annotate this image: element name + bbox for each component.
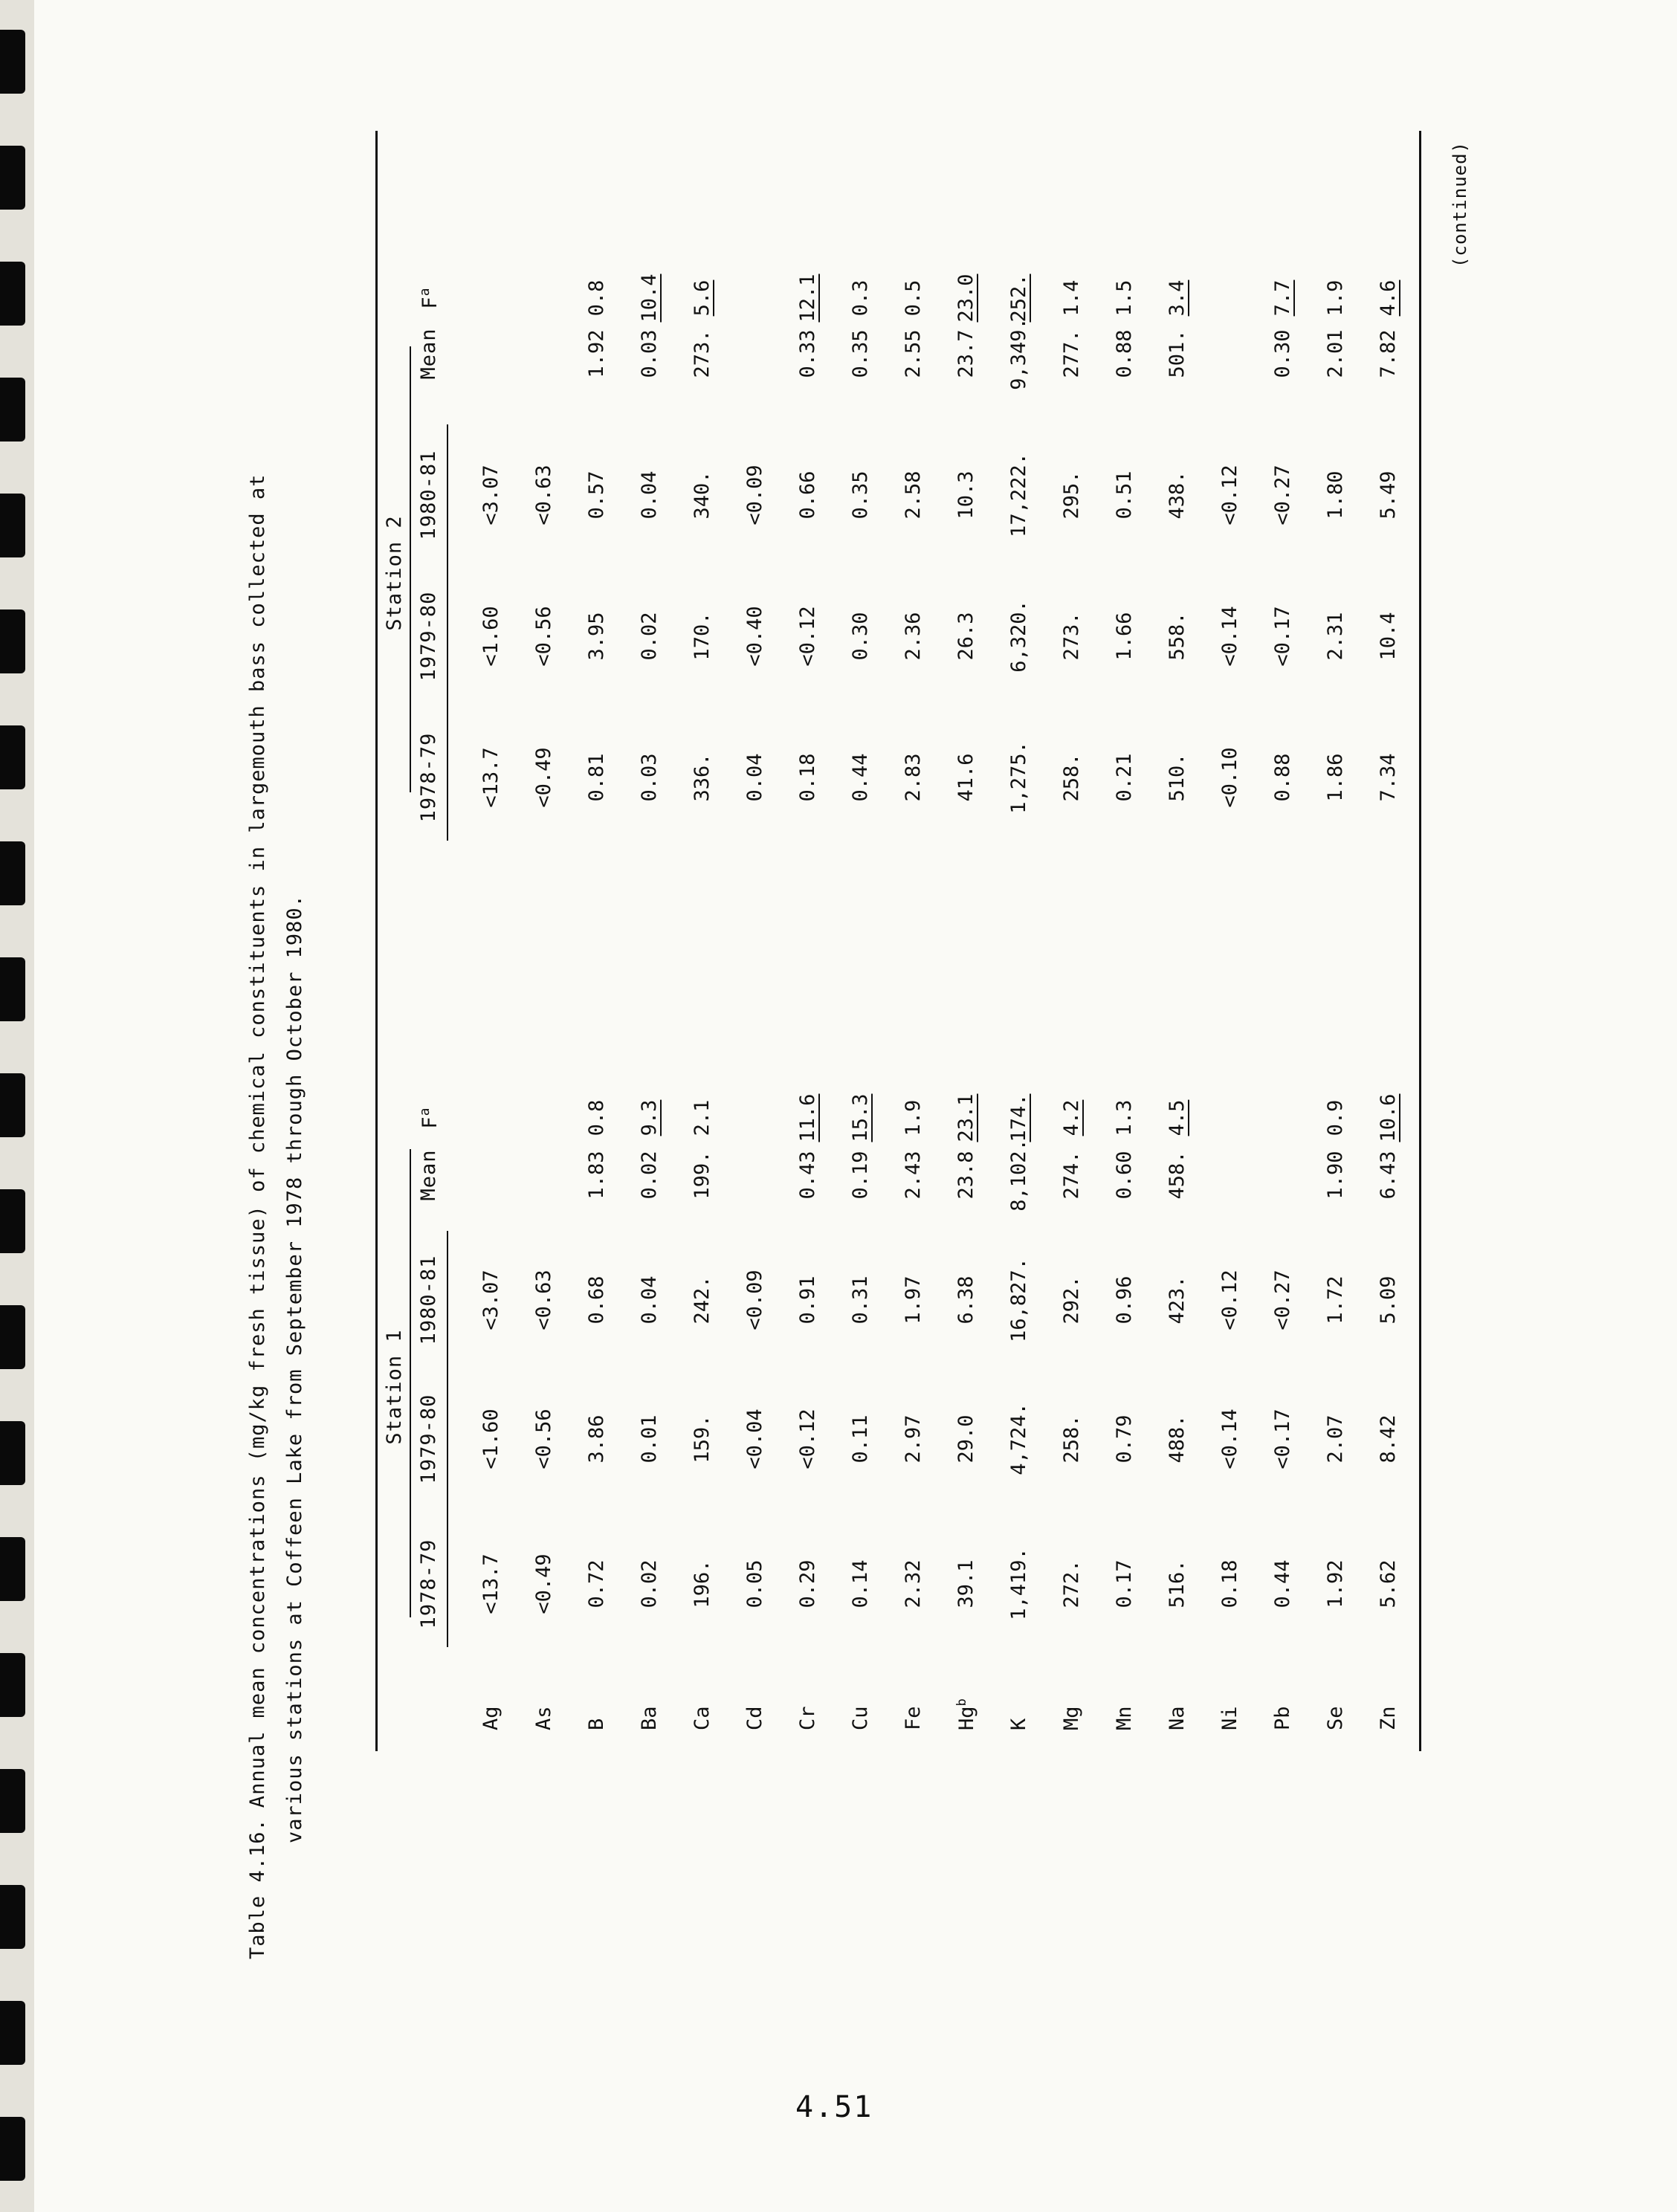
station-1-cell: 0.8 [585,1099,608,1136]
station-2-cell: 0.30 [1271,329,1294,378]
station-1-cell: 274. [1060,1151,1083,1200]
station-1-cell: 458. [1166,1151,1189,1200]
station-1-title: Station 1 [383,1329,406,1445]
station-2-header-1978-79 [417,714,440,841]
station-2-cell: <0.14 [1218,606,1241,667]
station-1-cell: 196. [691,1559,714,1608]
station-2-cell: 5.49 [1377,470,1400,520]
station-1-cell: 0.17 [1113,1559,1136,1608]
station-2-cell: 7.82 [1377,329,1400,378]
station-2-cell: 0.04 [743,753,766,802]
table-caption [239,175,314,1959]
f-footnote-marker: a [417,1107,433,1116]
station-2-cell: <1.60 [479,606,503,667]
station-1-cell: 1.97 [902,1275,925,1325]
station-1-cell: 0.91 [796,1275,819,1325]
station-2-cell: 1.86 [1324,753,1347,802]
continued-note: (continued) [1450,141,1470,268]
station-1-header-1980-81 [417,1237,440,1363]
element-symbol-text: B [585,1718,608,1730]
element-symbol-text: K [1007,1718,1030,1730]
element-symbol [849,1706,872,1730]
station-2-cell: 0.03 [638,753,661,802]
station-2-cell: <0.12 [796,606,819,667]
station-1-cell: 15.3 [849,1093,872,1142]
station-1-cell: 4,724. [1007,1403,1030,1475]
element-symbol-text: Ba [638,1706,661,1730]
station-2-cell: <0.10 [1218,747,1241,808]
station-2-cell: 510. [1166,753,1189,802]
station-1-cell: <0.27 [1271,1270,1294,1330]
table-row [1368,131,1411,1751]
station-2-cell: 3.4 [1166,279,1189,317]
table-row [1262,131,1305,1751]
element-symbol [796,1706,819,1730]
station-2-cell: 0.44 [849,753,872,802]
station-2-cell: 1.80 [1324,470,1347,520]
station-2-cell: 5.6 [691,279,714,317]
station-1-cell: 3.86 [585,1414,608,1464]
station-1-cell: 0.01 [638,1414,661,1464]
station-1-cell: 272. [1060,1559,1083,1608]
station-1-cell: <0.09 [743,1270,766,1330]
station-2-cell: <0.56 [532,606,555,667]
station-1-cell: 23.1 [954,1093,978,1142]
station-2-cell: 23.7 [954,329,978,378]
table-row [1157,131,1200,1751]
station-1-cell: 0.31 [849,1275,872,1325]
station-2-cell: 0.35 [849,470,872,520]
station-1-cell: 0.02 [638,1151,661,1200]
station-1-cell: 258. [1060,1414,1083,1464]
header-text: F [419,1116,442,1129]
station-2-cell: 41.6 [954,753,978,802]
station-1-cell: <1.60 [479,1409,503,1469]
station-1-rule [410,1149,411,1617]
station-1-cell: 2.43 [902,1151,925,1200]
station-2-cell: 501. [1166,329,1189,378]
station-1-cell: <0.04 [743,1409,766,1469]
station-2-cell: 0.33 [796,329,819,378]
table-row [840,131,883,1751]
element-symbol [638,1706,661,1730]
station-1-cell: 0.96 [1113,1275,1136,1325]
station-2-cell: 10.4 [638,274,661,323]
station-1-cell: 199. [691,1151,714,1200]
element-symbol [743,1706,766,1730]
station-2-cell: 295. [1060,470,1083,520]
station-2-cell: 7.7 [1271,279,1294,317]
station-2-cell: 6,320. [1007,600,1030,673]
table-bottom-rule [1419,131,1421,1751]
header-text: F [419,296,442,309]
station-2-cell: 17,222. [1007,453,1030,537]
station-2-cell: 2.01 [1324,329,1347,378]
station-1-years-rule [447,1231,448,1647]
station-1-cell: 0.14 [849,1559,872,1608]
station-2-cell: 340. [691,470,714,520]
station-2-cell: 1,275. [1007,741,1030,814]
station-1-cell: 11.6 [796,1093,819,1142]
station-2-cell: 2.36 [902,612,925,661]
station-2-cell: <0.17 [1271,606,1294,667]
element-symbol-text: Cr [796,1706,819,1730]
station-2-cell: 1.66 [1113,612,1136,661]
station-1-cell: 2.97 [902,1414,925,1464]
station-1-cell: 292. [1060,1275,1083,1325]
station-2-cell: 10.4 [1377,612,1400,661]
station-1-cell: 0.04 [638,1275,661,1325]
station-2-cell: 2.55 [902,329,925,378]
table-row [734,131,778,1751]
station-2-header-1980-81 [417,432,440,558]
station-1-cell: 0.9 [1324,1099,1347,1136]
station-2-cell: 2.58 [902,470,925,520]
station-2-cell: 0.8 [585,279,608,317]
data-table [375,131,1438,1751]
header-text: Mean [417,1149,440,1201]
station-2-cell: 277. [1060,329,1083,378]
station-1-cell: 9.3 [638,1099,661,1136]
table-row [893,131,936,1751]
station-2-cell: <0.12 [1218,465,1241,525]
station-1-header-1978-79 [417,1521,440,1647]
station-2-cell: 258. [1060,753,1083,802]
station-1-cell: 39.1 [954,1559,978,1608]
station-1-cell: 5.09 [1377,1275,1400,1325]
table-row [471,131,514,1751]
station-1-cell: 1.72 [1324,1275,1347,1325]
station-1-cell: 6.38 [954,1275,978,1325]
station-1-cell: 2.32 [902,1559,925,1608]
station-1-cell: 5.62 [1377,1559,1400,1608]
element-symbol [1060,1706,1083,1730]
station-1-cell: 0.19 [849,1151,872,1200]
station-2-cell: 0.5 [902,279,925,317]
element-symbol [1324,1706,1347,1730]
station-2-cell: 12.1 [796,274,819,323]
station-2-cell: 170. [691,612,714,661]
station-1-cell: 1.92 [1324,1559,1347,1608]
station-2-cell: 1.92 [585,329,608,378]
station-2-cell: 10.3 [954,470,978,520]
station-1-cell: 0.05 [743,1559,766,1608]
table-row [523,131,566,1751]
station-1-header-1979-80 [417,1376,440,1502]
station-1-cell: <0.17 [1271,1409,1294,1469]
station-1-cell: <0.12 [1218,1270,1241,1330]
station-1-cell: <0.63 [532,1270,555,1330]
element-symbol [532,1706,555,1730]
element-symbol-text: Ni [1218,1706,1241,1730]
station-2-cell: 252. [1007,274,1030,323]
station-1-cell: 8,102. [1007,1139,1030,1212]
caption-label: Table 4.16. [246,1818,269,1959]
element-symbol-text: Pb [1271,1706,1294,1730]
element-symbol-text: Na [1166,1706,1189,1730]
station-1-cell: 0.29 [796,1559,819,1608]
station-1-cell: 0.44 [1271,1559,1294,1608]
station-2-cell: 558. [1166,612,1189,661]
station-1-cell: 6.43 [1377,1151,1400,1200]
element-symbol-text: Ca [691,1706,714,1730]
station-2-header-f [417,261,442,335]
header-text: 1980-81 [417,1255,440,1345]
station-2-cell: 273. [1060,612,1083,661]
table-row [682,131,725,1751]
station-2-cell: 0.81 [585,753,608,802]
element-symbol [954,1698,978,1730]
station-2-cell: 0.51 [1113,470,1136,520]
station-2-cell: 0.57 [585,470,608,520]
station-1-cell: <0.14 [1218,1409,1241,1469]
element-symbol-text: Cd [743,1706,766,1730]
element-symbol [691,1706,714,1730]
station-2-cell: 0.04 [638,470,661,520]
station-2-cell: 336. [691,753,714,802]
page-number: 4.51 [795,2090,873,2124]
station-1-cell: 0.02 [638,1559,661,1608]
station-2-cell: 2.31 [1324,612,1347,661]
element-symbol [1377,1706,1400,1730]
station-2-header-1979-80 [417,573,440,699]
element-symbol [1166,1706,1189,1730]
station-1-cell: 1,419. [1007,1548,1030,1620]
caption-line-1: Annual mean concentrations (mg/kg fresh tissue) of chemical constituents in largemouth bass collected at [246,473,269,1808]
station-1-cell: 174. [1007,1093,1030,1142]
station-2-cell: <3.07 [479,465,503,525]
station-1-cell: 242. [691,1275,714,1325]
station-2-cell: 1.4 [1060,279,1083,317]
station-1-cell: 1.90 [1324,1151,1347,1200]
station-2-cell: 438. [1166,470,1189,520]
station-2-cell: 0.02 [638,612,661,661]
station-2-cell: 1.5 [1113,279,1136,317]
element-symbol [1113,1706,1136,1730]
station-1-cell: 1.83 [585,1151,608,1200]
element-symbol-text: Se [1324,1706,1347,1730]
station-1-cell: 159. [691,1414,714,1464]
station-1-cell: 1.9 [902,1099,925,1136]
station-1-cell: 10.6 [1377,1093,1400,1142]
station-1-cell: <0.12 [796,1409,819,1469]
header-text: 1979-80 [417,1394,440,1484]
station-2-cell: 4.6 [1377,279,1400,317]
header-text: 1979-80 [417,591,440,682]
station-2-cell: 0.88 [1113,329,1136,378]
station-1-cell: 0.43 [796,1151,819,1200]
f-footnote-marker: a [417,287,433,297]
station-1-cell: 1.3 [1113,1099,1136,1136]
station-2-rule [410,346,411,792]
station-1-cell: 423. [1166,1275,1189,1325]
station-1-cell: 0.60 [1113,1151,1136,1200]
table-row [946,131,989,1751]
element-symbol [902,1706,925,1730]
header-text: 1978-79 [417,732,440,823]
station-2-title: Station 2 [383,515,406,631]
station-1-cell: 2.07 [1324,1414,1347,1464]
caption-line-2: various stations at Coffeen Lake from September 1978 through October 1980. [283,894,306,1843]
station-1-cell: 4.5 [1166,1099,1189,1136]
station-1-cell: 4.2 [1060,1099,1083,1136]
station-1-cell: <3.07 [479,1270,503,1330]
table-row [1209,131,1253,1751]
station-2-cell: 0.88 [1271,753,1294,802]
station-2-cell: 23.0 [954,274,978,323]
element-symbol-text: Ag [479,1706,503,1730]
station-1-cell: <0.56 [532,1409,555,1469]
header-text: Mean [417,328,440,380]
station-2-cell: 3.95 [585,612,608,661]
element-symbol-text: Cu [849,1706,872,1730]
station-2-cell: <0.09 [743,465,766,525]
station-2-cell: 0.66 [796,470,819,520]
station-2-years-rule [447,424,448,841]
element-symbol-text: Mn [1113,1706,1136,1730]
element-symbol [479,1706,503,1730]
station-1-cell: 0.68 [585,1275,608,1325]
station-1-cell: 488. [1166,1414,1189,1464]
station-1-cell: 0.79 [1113,1414,1136,1464]
station-2-cell: 0.03 [638,329,661,378]
element-symbol [1218,1706,1241,1730]
station-2-cell: 273. [691,329,714,378]
station-2-cell: 9,349. [1007,317,1030,390]
station-2-cell: <13.7 [479,747,503,808]
station-1-cell: 16,827. [1007,1258,1030,1342]
element-symbol [1271,1706,1294,1730]
station-1-cell: 2.1 [691,1099,714,1136]
station-1-header-f [417,1081,442,1155]
element-symbol-text: Fe [902,1706,925,1730]
station-2-cell: 0.3 [849,279,872,317]
station-1-cell: 0.72 [585,1559,608,1608]
table-row [1104,131,1147,1751]
table-row [629,131,672,1751]
table-row [787,131,830,1751]
station-1-cell: 23.8 [954,1151,978,1200]
header-text: 1980-81 [417,450,440,540]
element-symbol-text: Zn [1377,1706,1400,1730]
element-symbol-text: Hg [955,1706,978,1730]
station-1-cell: <13.7 [479,1553,503,1614]
station-1-cell: 516. [1166,1559,1189,1608]
element-symbol-text: Mg [1060,1706,1083,1730]
station-2-cell: 0.30 [849,612,872,661]
station-1-cell: 29.0 [954,1414,978,1464]
station-1-cell: 0.11 [849,1414,872,1464]
station-2-cell: <0.49 [532,747,555,808]
station-2-cell: 0.21 [1113,753,1136,802]
element-symbol-text: As [532,1706,555,1730]
table-top-rule [375,131,378,1751]
station-2-cell: 2.83 [902,753,925,802]
element-footnote-marker: b [954,1698,969,1707]
station-1-cell: 8.42 [1377,1414,1400,1464]
station-1-cell: 0.18 [1218,1559,1241,1608]
station-2-cell: <0.40 [743,606,766,667]
table-row [576,131,619,1751]
header-text: 1978-79 [417,1539,440,1629]
station-2-cell: 0.18 [796,753,819,802]
table-row [1315,131,1358,1751]
station-2-cell: 1.9 [1324,279,1347,317]
station-2-cell: 26.3 [954,612,978,661]
station-2-cell: 0.35 [849,329,872,378]
station-2-cell: 7.34 [1377,753,1400,802]
table-row [1051,131,1094,1751]
element-symbol [585,1718,608,1730]
station-1-cell: <0.49 [532,1553,555,1614]
station-2-cell: <0.27 [1271,465,1294,525]
station-2-cell: <0.63 [532,465,555,525]
table-row [998,131,1041,1751]
element-symbol [1007,1718,1030,1730]
